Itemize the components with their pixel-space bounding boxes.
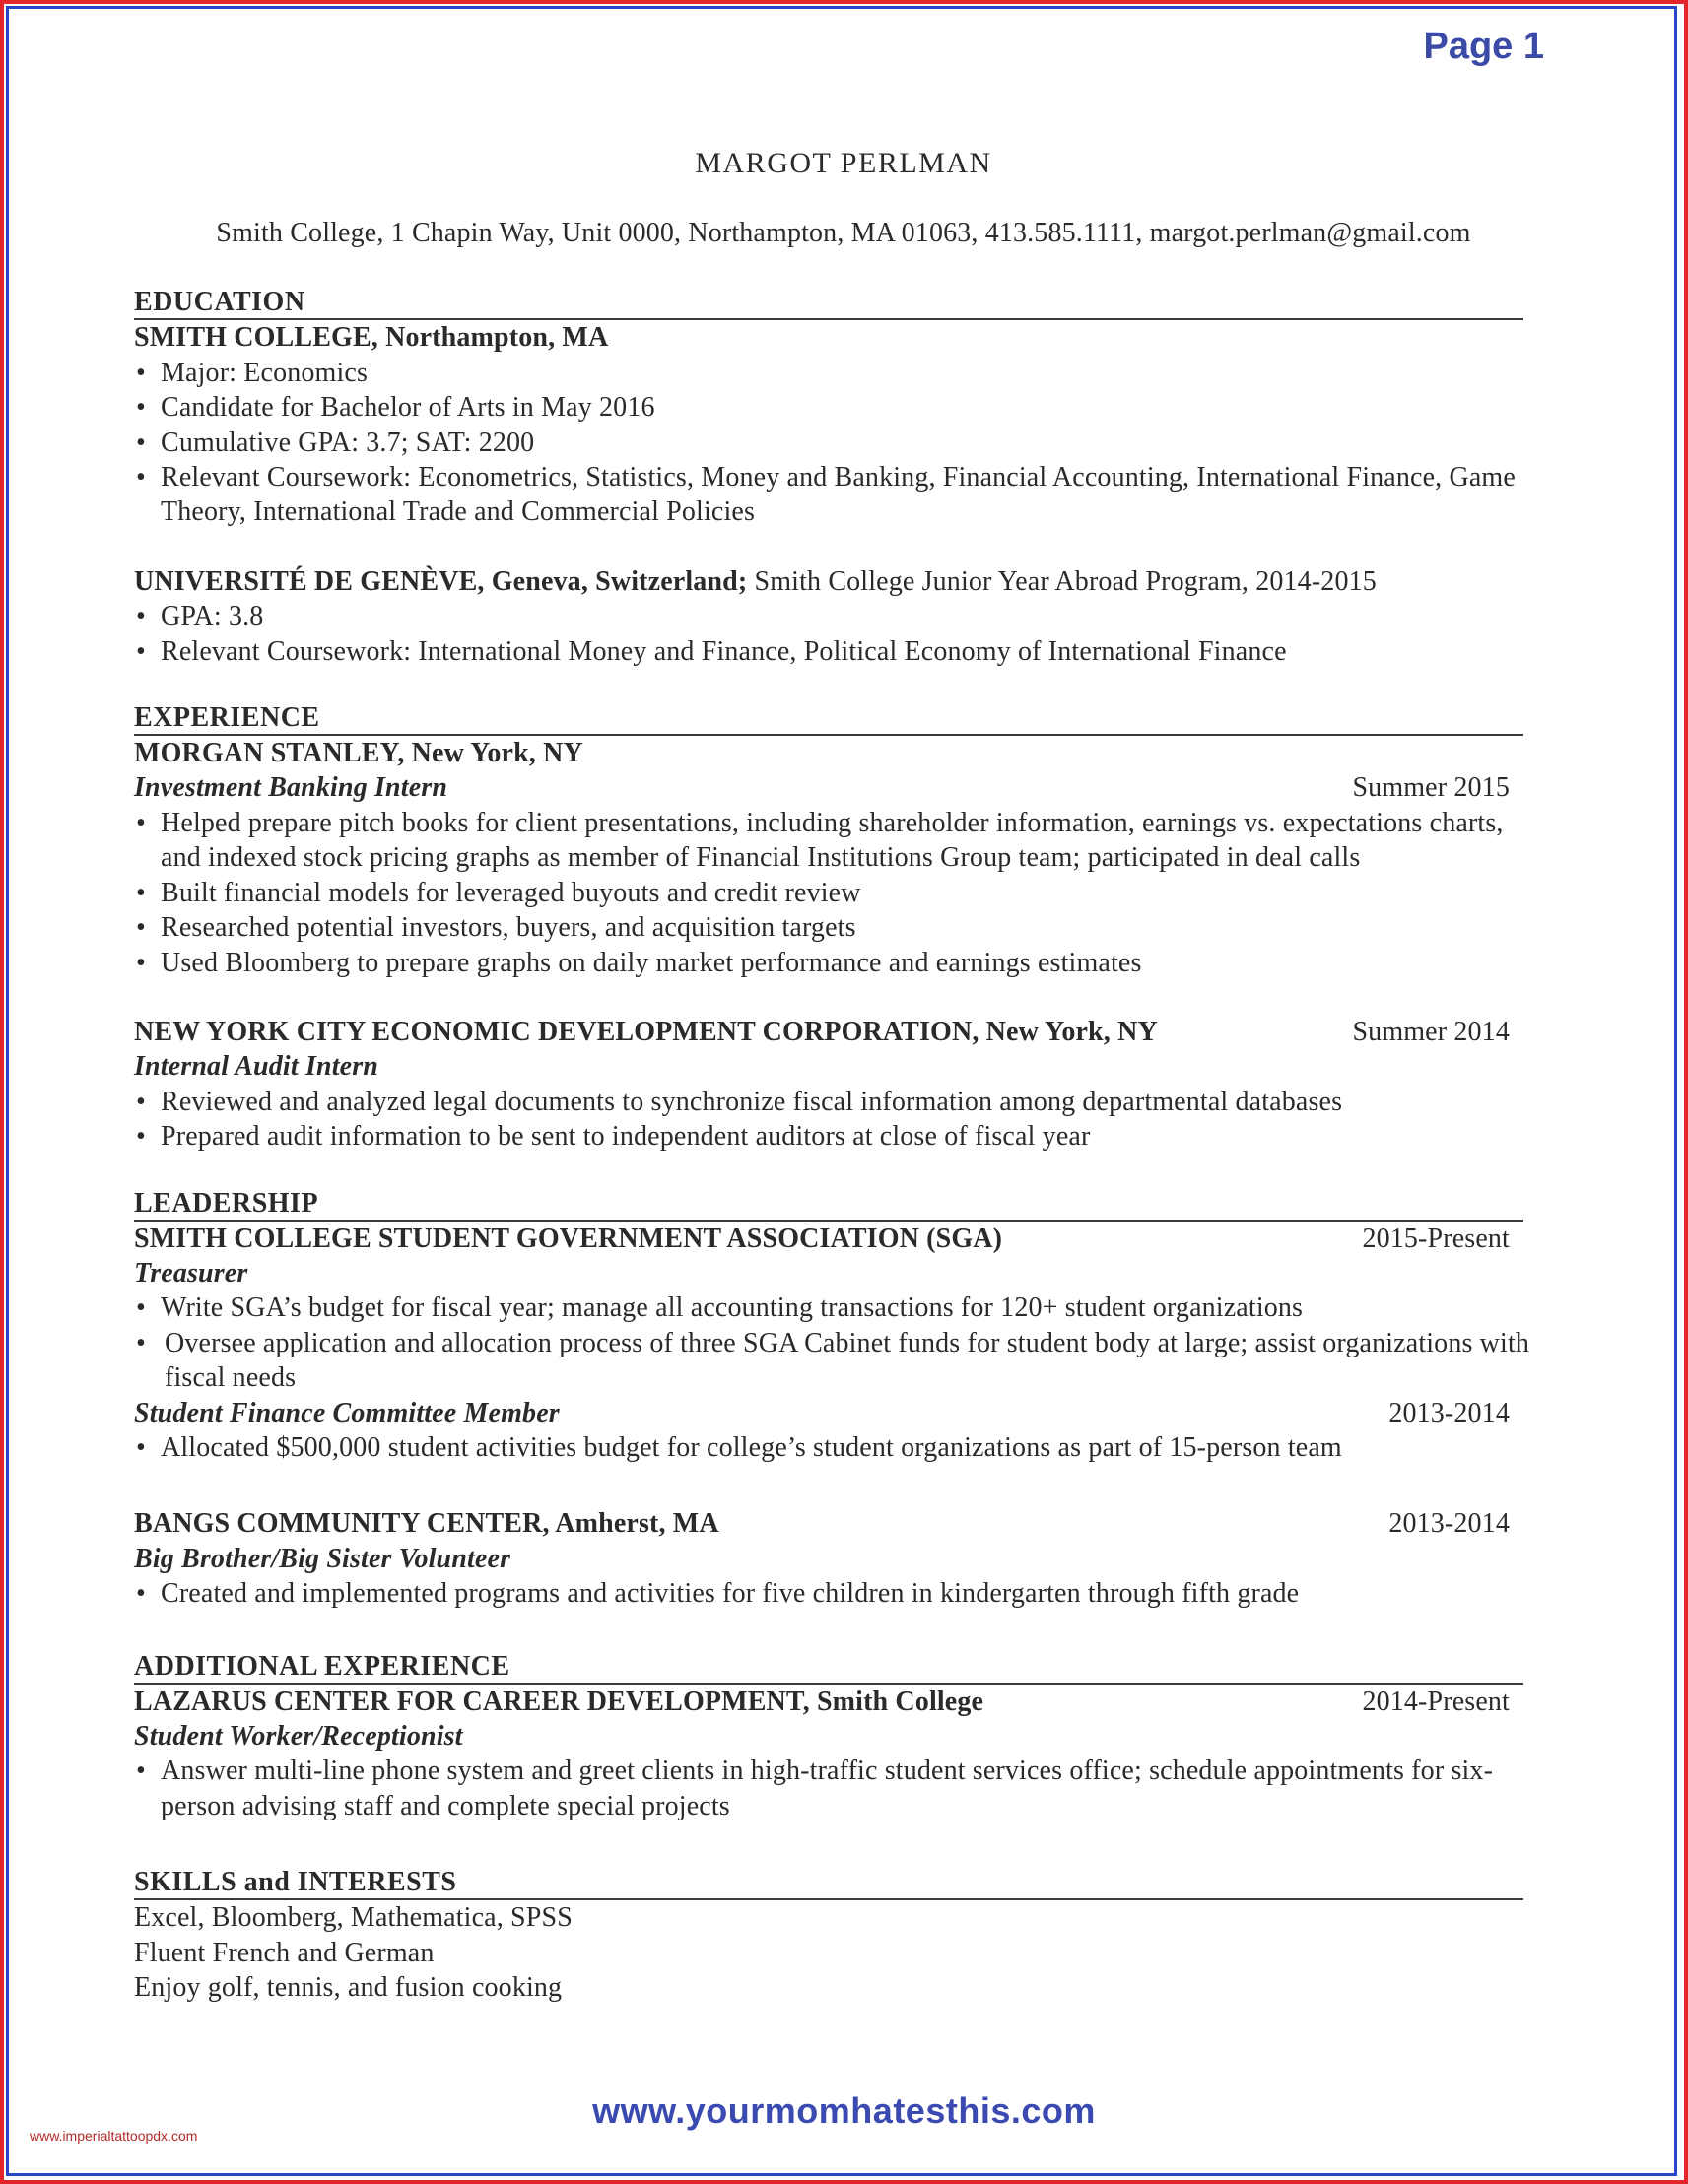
education-org-smith: SMITH COLLEGE, Northampton, MA [134,322,609,354]
list-item: • Major: Economics [134,356,1530,390]
leadership-org-sga: SMITH COLLEGE STUDENT GOVERNMENT ASSOCIATION (SGA) [134,1223,1003,1254]
section-heading-skills: SKILLS and INTERESTS [134,1866,1523,1900]
skills-line: Excel, Bloomberg, Mathematica, SPSS [134,1902,573,1934]
footer-url[interactable]: www.yourmomhatesthis.com [592,2090,1096,2131]
skills-line: Fluent French and German [134,1937,435,1968]
nyc-bullet-list [134,1085,1553,1155]
watermark-text: www.imperialtattoopdx.com [30,2128,198,2144]
list-item: • Built financial models for leveraged buyouts and credit review [134,876,1530,910]
education-org-geneve [134,564,1553,599]
geneve-org-name: UNIVERSITÉ DE GENÈVE, Geneva, Switzerland; [134,565,748,597]
list-item: • Relevant Coursework: Econometrics, Statistics, Money and Banking, Financial Accounting, International Finance, Game Theory, International Trade and Commercial Policies [134,460,1530,530]
smith-bullet-list [134,356,1553,530]
resume-name: MARGOT PERLMAN [695,147,992,179]
section-heading-education: EDUCATION [134,286,1523,320]
ms-bullet-list [134,806,1553,980]
sga-role2: Student Finance Committee Member [134,1397,560,1428]
sga-bullet-list-2 [134,1430,1553,1465]
list-item: • Oversee application and allocation process of three SGA Cabinet funds for student body at large; assist organizations with fiscal needs [134,1326,1534,1396]
section-heading-additional: ADDITIONAL EXPERIENCE [134,1650,1523,1685]
section-heading-experience: EXPERIENCE [134,701,1523,736]
ms-dates: Summer 2015 [1352,772,1510,804]
nyc-role: Internal Audit Intern [134,1051,378,1083]
experience-org-nycedc: NEW YORK CITY ECONOMIC DEVELOPMENT CORPORATION, New York, NY [134,1016,1158,1047]
list-item: • Researched potential investors, buyers, and acquisition targets [134,910,1530,945]
ms-role: Investment Banking Intern [134,772,448,804]
geneve-bullet-list [134,599,1553,669]
sga-dates: 2015-Present [1362,1223,1510,1254]
bangs-role: Big Brother/Big Sister Volunteer [134,1543,511,1574]
list-item: • Created and implemented programs and activities for five children in kindergarten through fifth grade [134,1576,1530,1611]
list-item: • Cumulative GPA: 3.7; SAT: 2200 [134,426,1530,460]
bangs-bullet-list [134,1576,1553,1611]
additional-section [134,1650,1553,1824]
page-label: Page 1 [1423,26,1544,67]
sga-role2-row [134,1396,1510,1430]
section-heading-leadership: LEADERSHIP [134,1187,1523,1222]
additional-org-lazarus: LAZARUS CENTER FOR CAREER DEVELOPMENT, Smith College [134,1686,984,1717]
list-item: • Allocated $500,000 student activities budget for college’s student organizations as part of 15-person team [134,1430,1530,1465]
nyc-dates: Summer 2014 [1352,1016,1510,1047]
nyc-org-row [134,1015,1510,1049]
sga-dates2: 2013-2014 [1388,1397,1510,1428]
experience-org-morgan-stanley: MORGAN STANLEY, New York, NY [134,738,583,769]
lazarus-bullet-list [134,1754,1553,1823]
lazarus-role: Student Worker/Receptionist [134,1721,463,1752]
education-section [134,286,1553,669]
bangs-org-row [134,1506,1510,1541]
list-item: • Write SGA’s budget for fiscal year; manage all accounting transactions for 120+ student organizations [134,1291,1530,1325]
contact-line: Smith College, 1 Chapin Way, Unit 0000, Northampton, MA 01063, 413.585.1111, margot.perlman@gmail.com [216,218,1471,248]
sga-bullet-list [134,1291,1553,1395]
geneve-program-note: Smith College Junior Year Abroad Program, 2014-2015 [754,565,1377,597]
skills-line: Enjoy golf, tennis, and fusion cooking [134,1972,563,2004]
list-item: • Answer multi-line phone system and greet clients in high-traffic student services office; schedule appointments for six-person advising staff and complete special projects [134,1754,1530,1823]
lazarus-dates: 2014-Present [1362,1686,1510,1717]
bangs-dates: 2013-2014 [1388,1508,1510,1540]
skills-section [134,1866,1553,2005]
leadership-org-bangs: BANGS COMMUNITY CENTER, Amherst, MA [134,1508,719,1540]
experience-section [134,701,1553,1154]
sga-role: Treasurer [134,1257,248,1289]
list-item: • Relevant Coursework: International Money and Finance, Political Economy of International Finance [134,634,1530,669]
list-item: • GPA: 3.8 [134,599,1530,633]
list-item: • Candidate for Bachelor of Arts in May 2016 [134,390,1530,425]
lazarus-org-row [134,1685,1510,1719]
list-item: • Helped prepare pitch books for client presentations, including shareholder information, earnings vs. expectations charts, and indexed stock pricing graphs as member of Financial Institutions Group team; participated in deal calls [134,806,1530,876]
sga-org-row [134,1222,1510,1256]
list-item: • Prepared audit information to be sent to independent auditors at close of fiscal year [134,1119,1530,1154]
leadership-section [134,1187,1553,1612]
resume-body [134,146,1553,2005]
list-item: • Reviewed and analyzed legal documents to synchronize fiscal information among departmental databases [134,1085,1530,1119]
ms-role-row [134,770,1510,805]
list-item: • Used Bloomberg to prepare graphs on daily market performance and earnings estimates [134,946,1530,980]
